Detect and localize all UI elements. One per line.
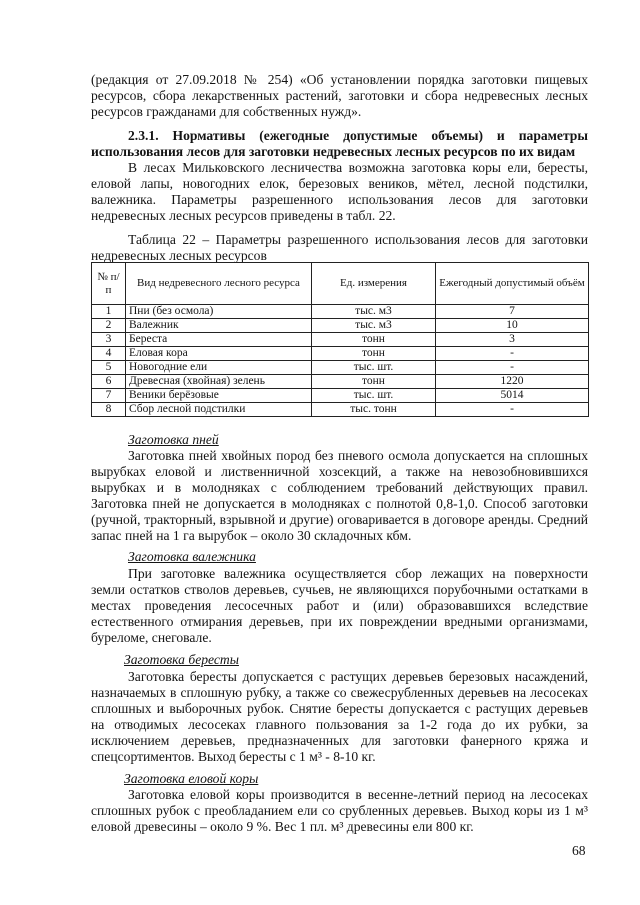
stumps-subheading: Заготовка пней [128, 432, 219, 447]
table-row [92, 389, 589, 403]
header-volume: Ежегодный допустимый объём [436, 263, 589, 305]
birchbark-subheading: Заготовка бересты [124, 652, 239, 667]
table-row [92, 361, 589, 375]
cell-volume: 1220 [436, 375, 589, 389]
cell-num: 2 [92, 319, 126, 333]
cell-num: 3 [92, 333, 126, 347]
cell-unit: тонн [312, 375, 436, 389]
cell-num: 5 [92, 361, 126, 375]
section-heading: 2.3.1. Нормативы (ежегодные допустимые объемы) и параметры использования лесов для заготовки недревесных лесных ресурсов по их видам [91, 128, 588, 159]
cell-unit: тыс. м3 [312, 319, 436, 333]
table-row [92, 375, 589, 389]
table-header-row [92, 263, 589, 305]
table-row [92, 305, 589, 319]
deadwood-subheading: Заготовка валежника [128, 549, 256, 564]
table-row [92, 333, 589, 347]
cell-volume: 3 [436, 333, 589, 347]
table-row [92, 319, 589, 333]
cell-num: 6 [92, 375, 126, 389]
cell-unit: тонн [312, 347, 436, 361]
cell-unit: тыс. м3 [312, 305, 436, 319]
birchbark-paragraph: Заготовка бересты допускается с растущих деревьев березовых насаждений, назначаемых в сплошную рубку, а также со свежесрубленных деревьев на лесосеках сплошных и выборочных рубок. Снятие бересты допускается с растущих деревьев на отводимых лесосеках главного пользования за 1-2 года до их рубки, за исключением деревьев, предназначенных для заготовки фанерного кряжа и спецсортиментов. Выход бересты с 1 м³ - 8-10 кг. [91, 669, 588, 764]
cell-resource: Древесная (хвойная) зелень [126, 375, 312, 389]
header-unit: Ед. измерения [312, 263, 436, 305]
cell-resource: Береста [126, 333, 312, 347]
header-resource: Вид недревесного лесного ресурса [126, 263, 312, 305]
table-row [92, 403, 589, 417]
header-num: № п/п [92, 263, 126, 305]
sprucebark-paragraph: Заготовка еловой коры производится в весенне-летний период на лесосеках сплошных рубок с преобладанием ели со срубленных деревьев. Выход коры из 1 м³ еловой древесины – около 9 %. Вес 1 пл. м³ древесины ели 800 кг. [91, 787, 588, 834]
cell-unit: тыс. шт. [312, 361, 436, 375]
cell-resource: Веники берёзовые [126, 389, 312, 403]
cell-volume: 7 [436, 305, 589, 319]
cell-num: 7 [92, 389, 126, 403]
cell-unit: тонн [312, 333, 436, 347]
table-row [92, 347, 589, 361]
cell-unit: тыс. шт. [312, 389, 436, 403]
cell-volume: 5014 [436, 389, 589, 403]
cell-volume: - [436, 403, 589, 417]
intro-paragraph: (редакция от 27.09.2018 № 254) «Об установлении порядка заготовки пищевых ресурсов, сбора лекарственных растений, заготовки и сбора недревесных лесных ресурсов гражданами для собственных нужд». [91, 72, 588, 119]
cell-resource: Еловая кора [126, 347, 312, 361]
cell-volume: 10 [436, 319, 589, 333]
table-caption: Таблица 22 – Параметры разрешенного использования лесов для заготовки недревесных лесных ресурсов [91, 232, 588, 263]
cell-num: 8 [92, 403, 126, 417]
deadwood-paragraph: При заготовке валежника осуществляется сбор лежащих на поверхности земли остатков стволов деревьев, сучьев, не являющихся порубочными остатками в местах проведения лесосечных работ и (или) образовавшихся вследствие естественного отмирания деревьев, при их повреждении вредными организмами, буреломе, снеговале. [91, 566, 588, 645]
stumps-paragraph: Заготовка пней хвойных пород без пневого осмола допускается на сплошных вырубках еловой и лиственничной хозсекций, а также на невозобновившихся вырубках и в молодняках с соблюдением требований действующих правил. Заготовка пней не допускается в молодняках с полнотой 0,8-1,0. Способ заготовки (ручной, тракторный, взрывной и другие) оговаривается в договоре аренды. Средний запас пней на 1 га вырубок – около 30 складочных кбм. [91, 448, 588, 543]
section-paragraph: В лесах Мильковского лесничества возможна заготовка коры ели, бересты, еловой лапы, новогодних елок, березовых веников, мётел, лесной подстилки, валежника. Параметры разрешенного использования лесов для заготовки недревесных лесных ресурсов приведены в табл. 22. [91, 160, 588, 223]
cell-resource: Сбор лесной подстилки [126, 403, 312, 417]
cell-num: 1 [92, 305, 126, 319]
cell-resource: Новогодние ели [126, 361, 312, 375]
cell-volume: - [436, 361, 589, 375]
page-number: 68 [572, 843, 586, 858]
cell-volume: - [436, 347, 589, 361]
cell-unit: тыс. тонн [312, 403, 436, 417]
resources-table [91, 262, 589, 417]
cell-resource: Валежник [126, 319, 312, 333]
cell-resource: Пни (без осмола) [126, 305, 312, 319]
cell-num: 4 [92, 347, 126, 361]
sprucebark-subheading: Заготовка еловой коры [124, 771, 259, 786]
